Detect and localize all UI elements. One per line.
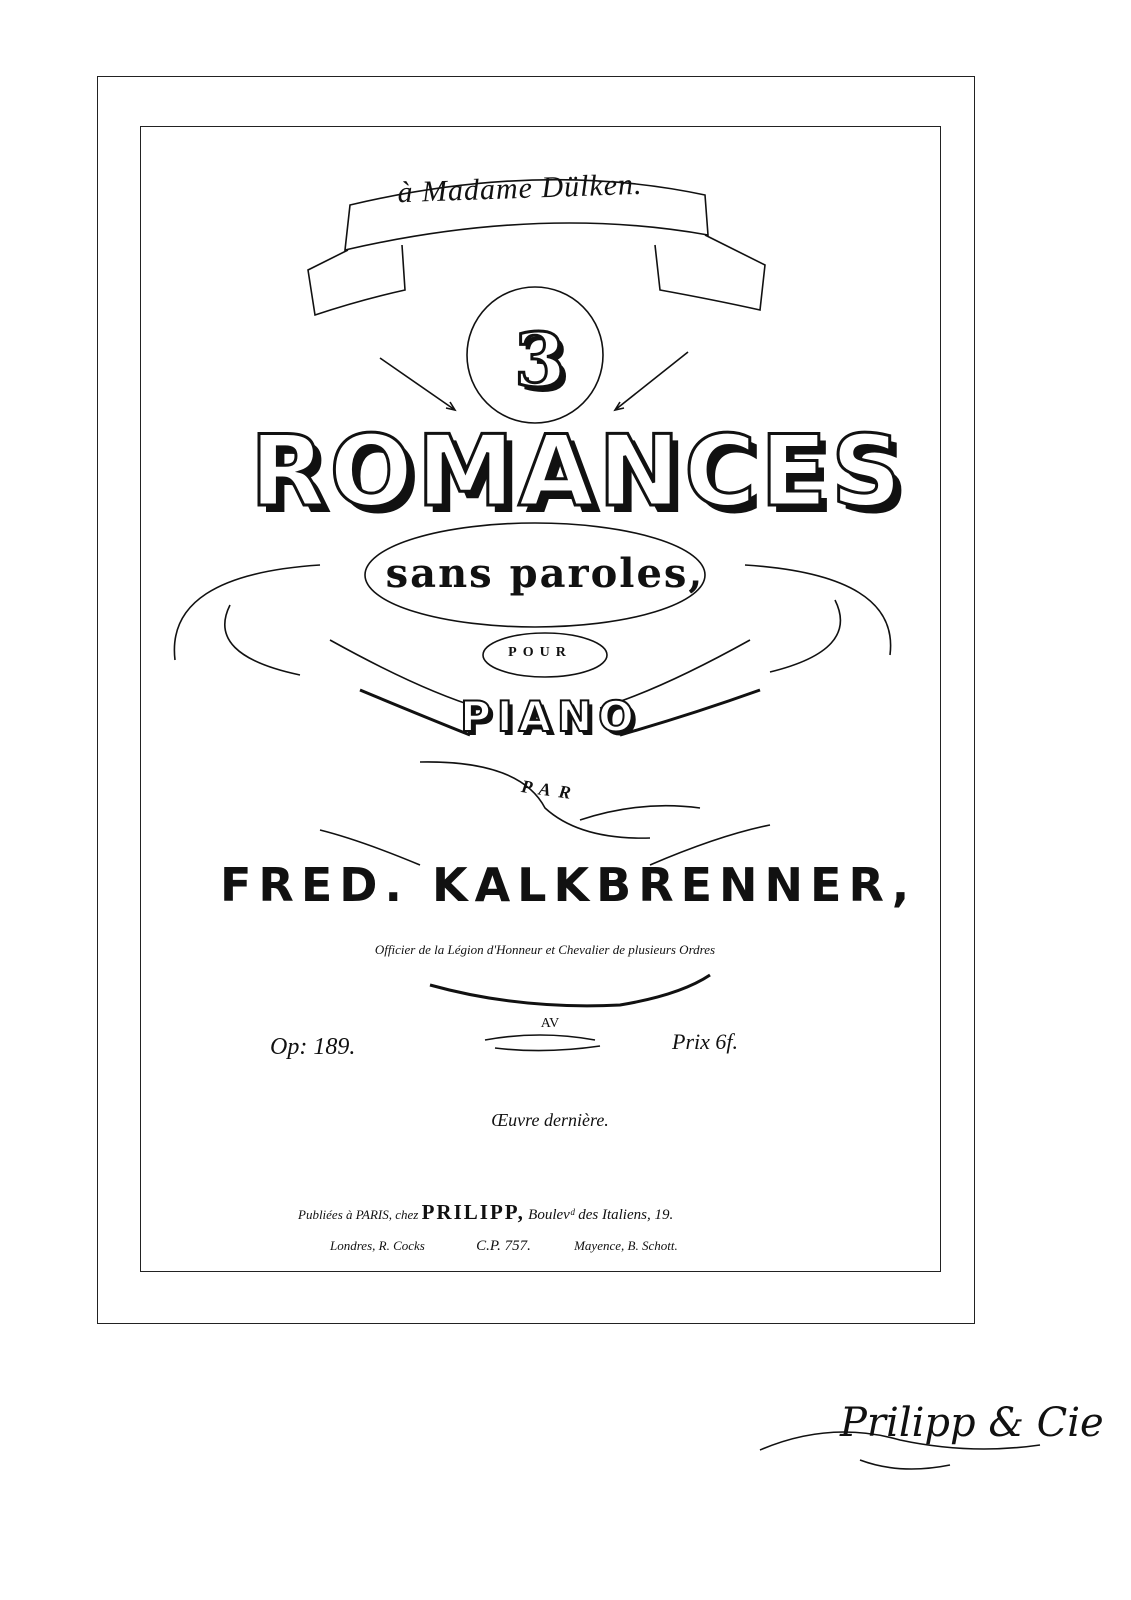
plate-number: C.P. 757. (476, 1238, 531, 1254)
composer-honors: Officier de la Légion d'Honneur et Chevalier de plusieurs Ordres (374, 942, 716, 957)
imprint-prefix: Publiées à PARIS, chez (298, 1207, 419, 1222)
subtitle: sans paroles, (385, 550, 705, 597)
work-count: 3 (514, 318, 566, 404)
dedication: à Madame Dülken. (396, 167, 644, 210)
imprint-line-1 (298, 1200, 673, 1225)
price: Prix 6f. (672, 1029, 738, 1054)
par-label: PAR (520, 776, 581, 804)
publisher-signature: Prilipp & Cie (840, 1400, 1104, 1446)
london-agent: Londres, R. Cocks (330, 1238, 425, 1253)
publisher-name: PRILIPP, (421, 1200, 525, 1224)
mainz-agent: Mayence, B. Schott. (574, 1238, 678, 1253)
av-mark: AV (540, 1016, 560, 1031)
composer-name: FRED. KALKBRENNER, (220, 858, 917, 912)
publisher-address: Boulevᵈ des Italiens, 19. (528, 1207, 674, 1223)
instrument: PIANO (460, 692, 640, 741)
pour-label: POUR (508, 645, 572, 660)
imprint-line-2 (330, 1238, 770, 1255)
work-note: Œuvre dernière. (491, 1110, 609, 1130)
opus-number: Op: 189. (270, 1034, 356, 1060)
main-title: ROMANCES (250, 415, 906, 529)
